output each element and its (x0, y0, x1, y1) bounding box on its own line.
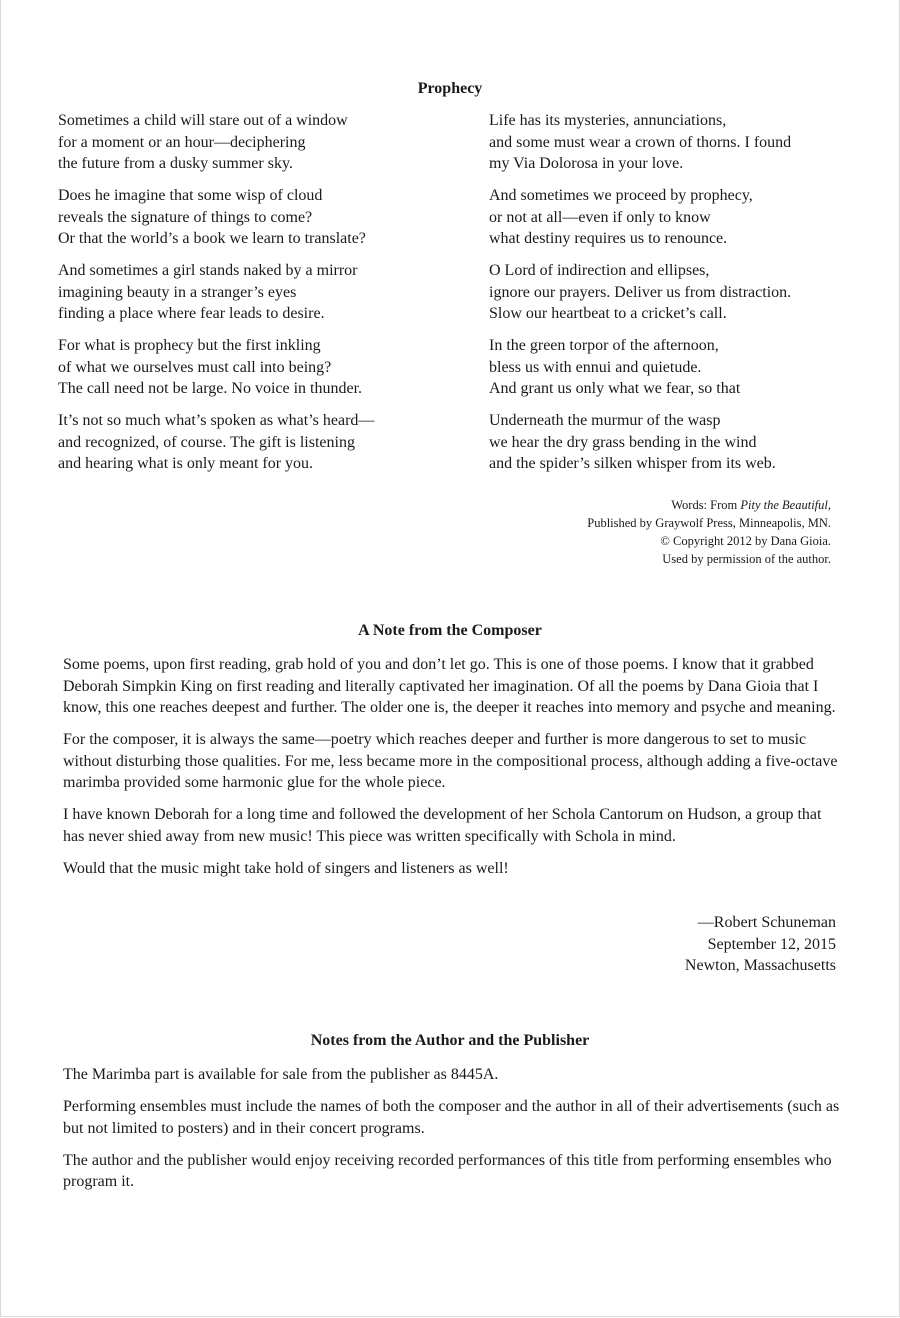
poem-line: bless us with ennui and quietude. (489, 358, 702, 376)
poem-line: Sometimes a child will stare out of a window (58, 112, 348, 129)
poem-line: of what we ourselves must call into being? (58, 358, 332, 376)
credit-words-prefix: Words: From (671, 498, 741, 512)
poem-stanza (489, 110, 859, 175)
composer-note-title: A Note from the Composer (358, 622, 542, 639)
poem-line: and recognized, of course. The gift is listening (58, 433, 355, 451)
publisher-note-paragraph: The author and the publisher would enjoy receiving recorded performances of this title from performing ensembles who program it. (63, 1151, 832, 1190)
publisher-note-paragraph: The Marimba part is available for sale from the publisher as 8445A. (63, 1066, 499, 1083)
poem-line: the future from a dusky summer sky. (58, 155, 293, 172)
poem-stanza (489, 410, 859, 475)
poem-stanza (489, 260, 859, 325)
credit-copyright: © Copyright 2012 by Dana Gioia. (660, 534, 831, 548)
poem-stanza (58, 110, 428, 175)
poem-line: It’s not so much what’s spoken as what’s heard— (58, 412, 375, 429)
poem-stanza (489, 335, 859, 400)
publisher-notes-body (63, 1064, 843, 1203)
signature-place: Newton, Massachusetts (684, 957, 836, 974)
poem-stanza (58, 410, 428, 475)
poem-line: ignore our prayers. Deliver us from distraction. (489, 283, 792, 301)
composer-note-paragraph: I have known Deborah for a long time and followed the development of her Schola Cantorum on Hudson, a group that has never shied away from new music! This piece was written specifically with Schola in mind. (63, 806, 822, 845)
poem-line: finding a place where fear leads to desire. (58, 305, 325, 322)
poem-line: and the spider’s silken whisper from its web. (489, 455, 776, 472)
credit-publisher: Published by Graywolf Press, Minneapolis, MN. (587, 516, 831, 530)
poem-line: and some must wear a crown of thorns. I found (489, 133, 792, 151)
poem-line: Or that the world’s a book we learn to translate? (58, 230, 366, 247)
poem-line: we hear the dry grass bending in the wind (489, 433, 757, 451)
poem-credits (587, 496, 831, 568)
poem-line: Slow our heartbeat to a cricket’s call. (489, 305, 727, 322)
poem-line: And sometimes we proceed by prophecy, (489, 187, 753, 204)
credit-words-line (587, 496, 831, 514)
poem-line: For what is prophecy but the first inkling (58, 337, 321, 354)
poem-line: reveals the signature of things to come? (58, 208, 313, 226)
poem-line: O Lord of indirection and ellipses, (489, 262, 710, 279)
poem-stanza (58, 185, 428, 250)
poem-stanza (58, 335, 428, 400)
poem-line: In the green torpor of the afternoon, (489, 337, 719, 354)
poem-stanza (489, 185, 859, 250)
composer-note-paragraph: Some poems, upon first reading, grab hold of you and don’t let go. This is one of those poems. I know that it grabbed Deborah Simpkin King on first reading and literally captivated her imagination. Of all the poems by Dana Gioia that I know, this one reaches deepest and further. The older one is, the deeper it reaches into memory and psyche and meaning. (63, 656, 836, 716)
poem-line: Does he imagine that some wisp of cloud (58, 187, 323, 204)
poem-line: And sometimes a girl stands naked by a mirror (58, 262, 358, 279)
poem-line: Underneath the murmur of the wasp (489, 412, 721, 429)
poem-line: Life has its mysteries, annunciations, (489, 112, 727, 129)
poem-line: The call need not be large. No voice in thunder. (58, 380, 363, 397)
poem-title: Prophecy (417, 80, 483, 97)
poem-line: and hearing what is only meant for you. (58, 455, 314, 472)
poem-left-column (58, 110, 428, 485)
poem-stanza (58, 260, 428, 325)
composer-note-paragraph: For the composer, it is always the same—poetry which reaches deeper and further is more dangerous to set to music without disturbing those qualities. For me, less became more in the compositional process, although adding a five-octave marimba provided some harmonic glue for the whole piece. (63, 731, 838, 791)
composer-signature (685, 912, 836, 977)
publisher-notes-title: Notes from the Author and the Publisher (310, 1032, 590, 1049)
poem-line: for a moment or an hour—deciphering (58, 133, 306, 151)
signature-name: —Robert Schuneman (697, 914, 836, 931)
poem-line: or not at all—even if only to know (489, 208, 711, 226)
publisher-note-paragraph: Performing ensembles must include the names of both the composer and the author in all of their advertisements (such as but not limited to posters) and in their concert programs. (63, 1098, 840, 1137)
poem-line: what destiny requires us to renounce. (489, 230, 728, 247)
poem-line: my Via Dolorosa in your love. (489, 155, 684, 172)
poem-right-column (489, 110, 859, 485)
credit-permission: Used by permission of the author. (662, 552, 831, 566)
poem-line: And grant us only what we fear, so that (489, 380, 741, 397)
composer-note-body (63, 654, 843, 890)
signature-date: September 12, 2015 (707, 935, 836, 953)
poem-line: imagining beauty in a stranger’s eyes (58, 283, 297, 301)
credit-book-title: Pity the Beautiful, (740, 498, 831, 512)
composer-note-paragraph: Would that the music might take hold of singers and listeners as well! (63, 859, 509, 877)
